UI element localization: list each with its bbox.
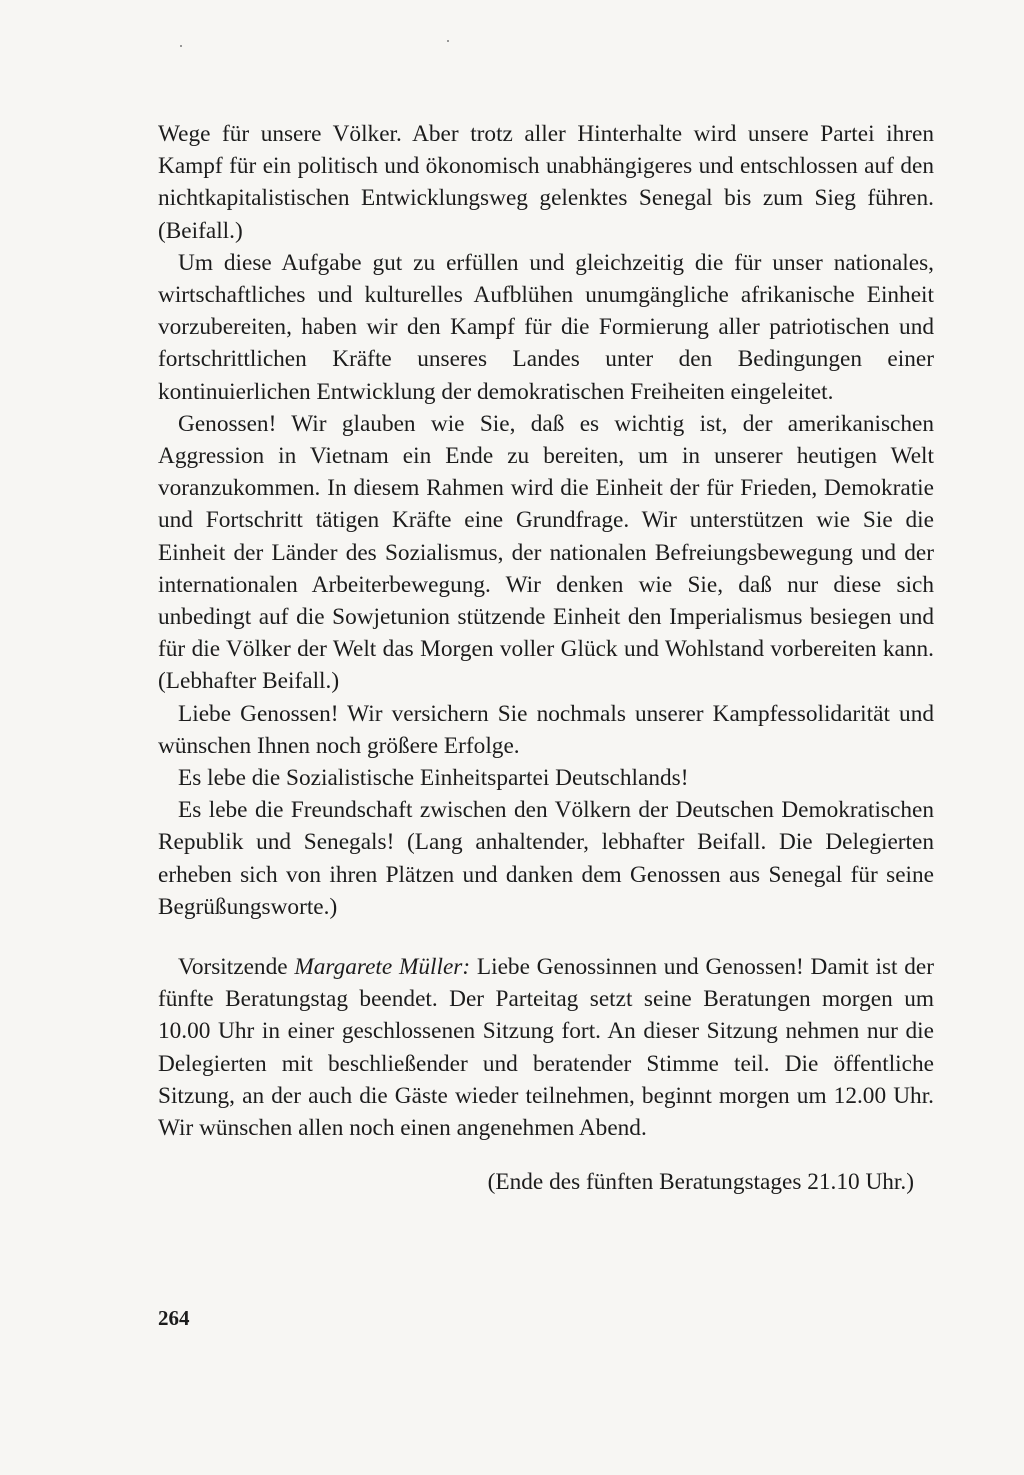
paragraph: Wege für unsere Völker. Aber trotz aller Hinterhalte wird unsere Partei ihren Kampf für ein politisch und ökonomisch unabhängigeres und entschlossen auf den nichtkapitalistischen Entwicklungsweg gelenktes Senegal bis zum Sieg führen. (Beifall.) [158,121,934,244]
paragraph: Es lebe die Freundschaft zwischen den Völkern der Deutschen Demokratischen Republik und Senegals! (Lang anhaltender, lebhafter Beifall. Die Delegierten erheben sich von ihren Plätzen und danken dem Genossen aus Senegal für seine Begrüßungsworte.) [158,797,934,920]
paragraph: Genossen! Wir glauben wie Sie, daß es wichtig ist, der amerikanischen Aggression in Vietnam ein Ende zu bereiten, um in unserer heutigen Welt voranzukommen. In diesem Rahmen wird die Einheit der für Frieden, Demokratie und Fortschritt tätigen Kräfte eine Grundfrage. Wir unterstützen wie Sie die Einheit der Länder des Sozialismus, der nationalen Befreiungsbewegung und der internationalen Arbeiterbewegung. Wir denken wie Sie, daß nur diese sich unbedingt auf die Sowjetunion stützende Einheit den Imperialismus besiegen und für die Völker der Welt das Morgen voller Glück und Wohlstand vorbereiten kann. (Lebhafter Beifall.) [158,410,934,695]
paragraph: Um diese Aufgabe gut zu erfüllen und gleichzeitig die für unser nationales, wirtschaftliches und kulturelles Aufblühen unumgängliche afrikanische Einheit vorzubereiten, haben wir den Kampf für die Formierung aller patriotischen und fortschrittlichen Kräfte unseres Landes unter den Bedingungen einer kontinuierlichen Entwicklung der demokratischen Freiheiten eingeleitet. [158,249,934,405]
session-end-note: (Ende des fünften Beratungstages 21.10 Uhr.) [487,1169,914,1196]
scan-speck [447,40,449,42]
scan-speck [180,45,182,47]
chair-text: Liebe Genossinnen und Genossen! Damit ist der fünfte Beratungstag beendet. Der Parteitag setzt seine Beratungen morgen um 10.00 Uhr in einer geschlossenen Sitzung fort. An dieser Sitzung nehmen nur die Delegierten mit beschließender und beratender Stimme teil. Die öffentliche Sitzung, an der auch die Gäste wieder teilnehmen, beginnt morgen um 12.00 Uhr. Wir wünschen allen noch einen angenehmen Abend. [158,954,935,1142]
paragraph: Es lebe die Sozialistische Einheitspartei Deutschlands! [178,765,689,792]
chair-role: Vorsitzende [178,954,288,981]
paragraph: Liebe Genossen! Wir versichern Sie nochmals unserer Kampfessolidarität und wünschen Ihnen noch größere Erfolge. [158,700,934,759]
document-page [158,118,934,1199]
chair-name: Margarete Müller: [294,954,471,981]
chair-statement [158,951,934,1144]
page-number: 264 [158,1306,190,1330]
